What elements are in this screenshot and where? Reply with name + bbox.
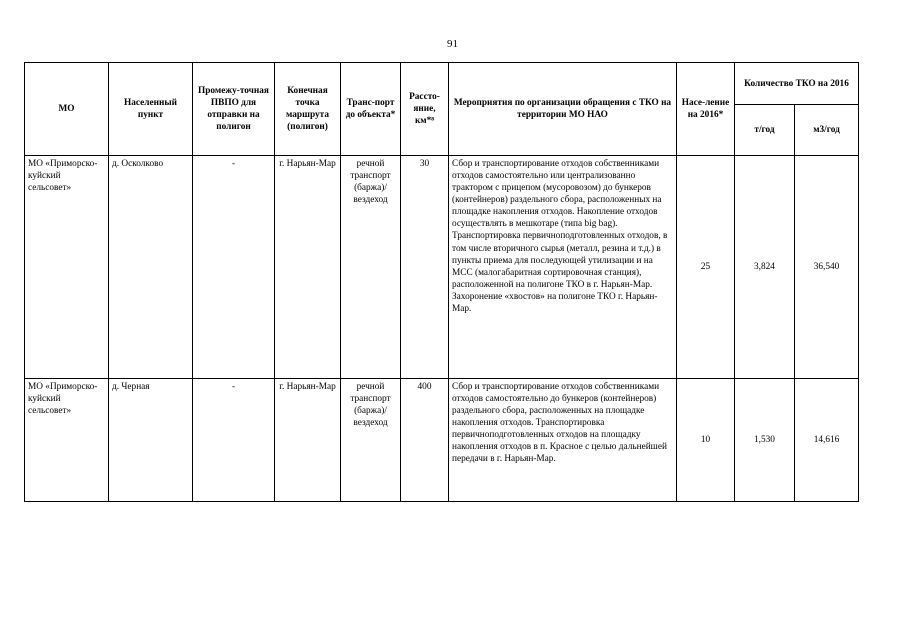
cell-population: 25: [677, 156, 735, 379]
cell-settlement: д. Черная: [109, 379, 193, 502]
cell-transport: речной транспорт (баржа)/ вездеход: [341, 156, 401, 379]
header-population: Насе-ление на 2016*: [677, 63, 735, 156]
cell-measures: Сбор и транспортирование отходов собственниками отходов самостоятельно или централизованно трактором с прицепом (мусоровозом) до бункеров (контейнеров) раздельного сбора, расположенных на площадке накопления отходов. Накопление отходов осуществлять в мешкотаре (типа big bag). Транспортировка первичноподготовленных отходов, в том числе вторичного сырья (металл, резина и т.д.) в пункты приема для последующей утилизации и на МСС (малогабаритная сортировочная станция), расположенной на полигоне ТКО в г. Нарьян-Мар. Захоронение «хвостов» на полигоне ТКО г. Нарьян-Мар.: [449, 156, 677, 379]
cell-mo: МО «Приморско-куйский сельсовет»: [25, 379, 109, 502]
header-t-year: т/год: [735, 105, 795, 156]
cell-m3-year: 14,616: [795, 379, 859, 502]
header-transport: Транс-порт до объекта*: [341, 63, 401, 156]
header-settlement: Населенный пункт: [109, 63, 193, 156]
cell-settlement: д. Осколково: [109, 156, 193, 379]
cell-t-year: 3,824: [735, 156, 795, 379]
cell-endpoint: г. Нарьян-Мар: [275, 379, 341, 502]
cell-transport: речной транспорт (баржа)/ вездеход: [341, 379, 401, 502]
header-distance: Рассто-яние, км*⁸: [401, 63, 449, 156]
cell-measures: Сбор и транспортирование отходов собственниками отходов самостоятельно до бункеров (контейнеров) раздельного сбора, расположенных на площадке накопления отходов. Транспортировка первичноподготовленных отходов на площадку накопления отходов в п. Красное с целью дальнейшей передачи в г. Нарьян-Мар.: [449, 379, 677, 502]
table-row: [25, 379, 859, 502]
header-m3-year: м3/год: [795, 105, 859, 156]
cell-population: 10: [677, 379, 735, 502]
cell-mo: МО «Приморско-куйский сельсовет»: [25, 156, 109, 379]
cell-distance: 30: [401, 156, 449, 379]
header-tko-qty: Количество ТКО на 2016: [735, 63, 859, 105]
header-endpoint: Конечная точка маршрута (полигон): [275, 63, 341, 156]
cell-intermediate: -: [193, 156, 275, 379]
waste-table: [24, 62, 859, 502]
header-mo: МО: [25, 63, 109, 156]
cell-endpoint: г. Нарьян-Мар: [275, 156, 341, 379]
header-measures: Мероприятия по организации обращения с ТКО на территории МО НАО: [449, 63, 677, 156]
header-intermediate: Промежу-точная ПВПО для отправки на полигон: [193, 63, 275, 156]
cell-intermediate: -: [193, 379, 275, 502]
cell-m3-year: 36,540: [795, 156, 859, 379]
page-number: 91: [447, 38, 458, 50]
cell-t-year: 1,530: [735, 379, 795, 502]
cell-distance: 400: [401, 379, 449, 502]
table-row: [25, 156, 859, 379]
